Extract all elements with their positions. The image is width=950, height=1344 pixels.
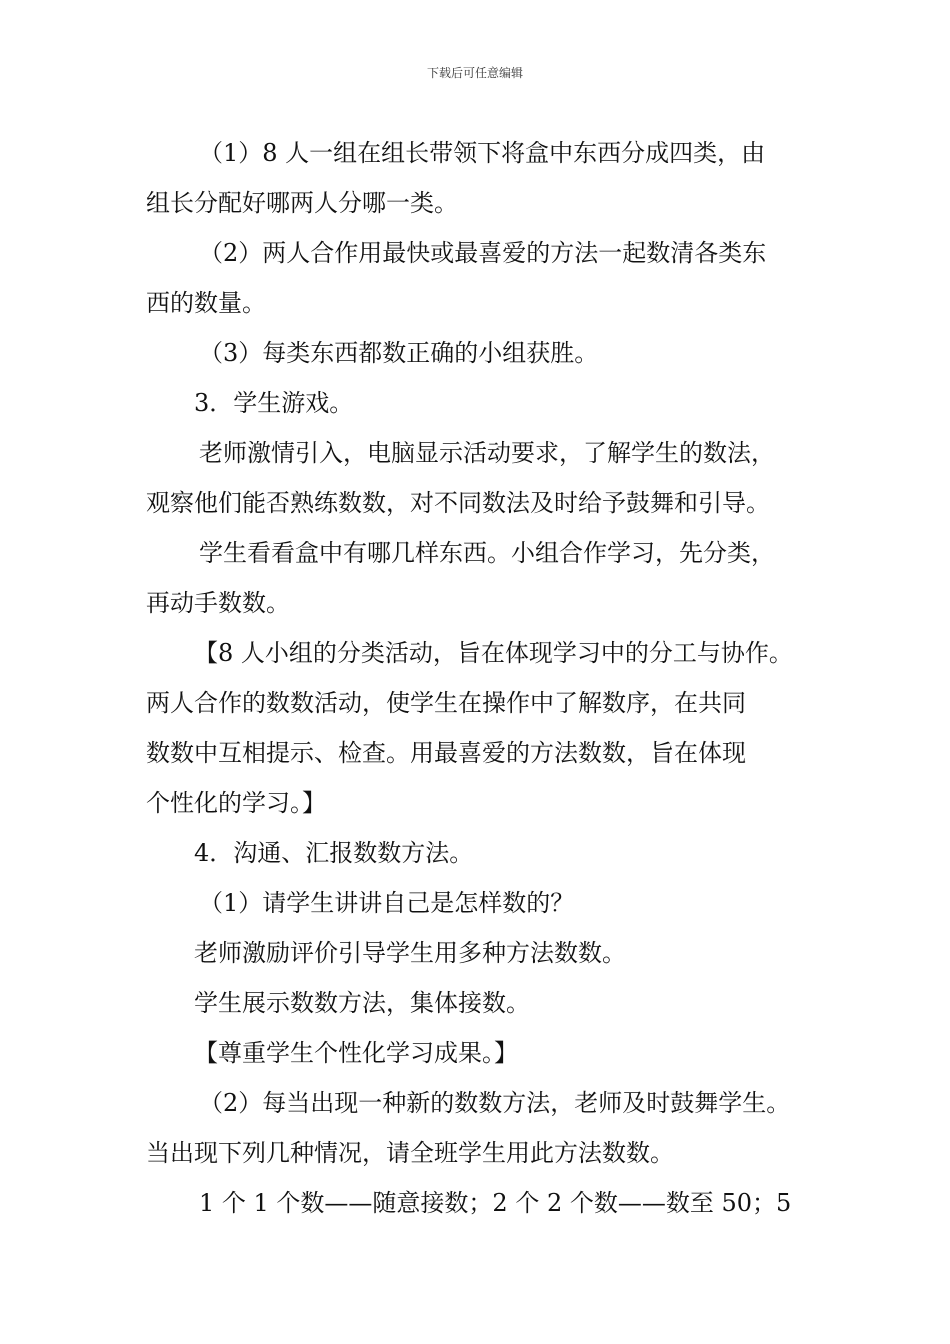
text-line: 老师激励评价引导学生用多种方法数数。 xyxy=(194,939,626,967)
text-line: 学生展示数数方法，集体接数。 xyxy=(194,989,530,1017)
text-line: 观察他们能否熟练数数，对不同数法及时给予鼓舞和引导。 xyxy=(146,489,770,517)
text-line: 再动手数数。 xyxy=(146,589,290,617)
text-line: （1）请学生讲讲自己是怎样数的？ xyxy=(199,889,575,917)
text-line: （2）每当出现一种新的数数方法，老师及时鼓舞学生。 xyxy=(199,1089,791,1117)
text-line: 学生看看盒中有哪几样东西。小组合作学习，先分类， xyxy=(199,539,775,567)
text-line: 当出现下列几种情况，请全班学生用此方法数数。 xyxy=(146,1139,674,1167)
text-line: 个性化的学习。】 xyxy=(146,789,326,817)
text-line: 【8 人小组的分类活动，旨在体现学习中的分工与协作。 xyxy=(194,639,793,667)
text-line: （1）8 人一组在组长带领下将盒中东西分成四类，由 xyxy=(199,139,766,167)
page-header: 下载后可任意编辑 xyxy=(426,66,523,80)
text-line: 数数中互相提示、检查。用最喜爱的方法数数，旨在体现 xyxy=(146,739,746,767)
text-line: 4．沟通、汇报数数方法。 xyxy=(194,839,474,867)
text-line: 组长分配好哪两人分哪一类。 xyxy=(146,189,458,217)
text-line: （3）每类东西都数正确的小组获胜。 xyxy=(199,339,599,367)
text-line: 老师激情引入，电脑显示活动要求，了解学生的数法， xyxy=(199,439,775,467)
text-line: 西的数量。 xyxy=(146,289,266,317)
text-line: 两人合作的数数活动，使学生在操作中了解数序，在共同 xyxy=(146,689,746,717)
text-line: （2）两人合作用最快或最喜爱的方法一起数清各类东 xyxy=(199,239,767,267)
document-body xyxy=(146,128,818,1228)
text-line: 【尊重学生个性化学习成果。】 xyxy=(194,1039,518,1067)
text-line: 3．学生游戏。 xyxy=(194,389,354,417)
text-line: 1 个 1 个数——随意接数；2 个 2 个数——数至 50；5 xyxy=(199,1189,792,1217)
